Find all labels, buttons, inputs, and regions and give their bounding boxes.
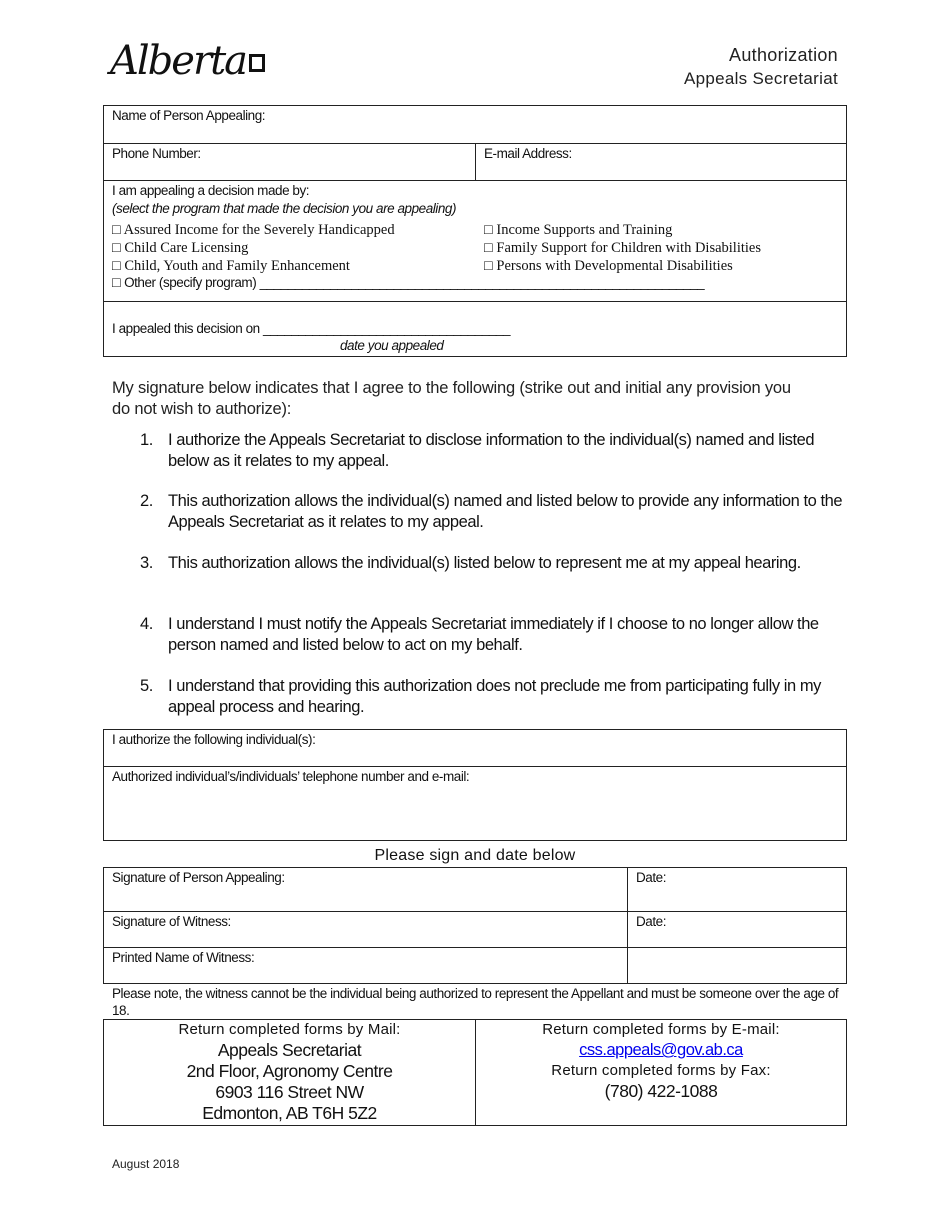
email-heading: Return completed forms by E-mail: bbox=[542, 1021, 780, 1038]
appellant-signature-label: Signature of Person Appealing: bbox=[112, 870, 285, 885]
logo-mark-icon bbox=[249, 54, 265, 72]
program-checkbox-pdd[interactable]: □ Persons with Developmental Disabilities bbox=[484, 258, 733, 274]
program-checkbox-child-care[interactable]: □ Child Care Licensing bbox=[112, 240, 249, 256]
appealed-on-hint: date you appealed bbox=[340, 338, 444, 353]
name-field[interactable] bbox=[104, 106, 846, 143]
empty-cell bbox=[628, 948, 846, 983]
address-line: 2nd Floor, Agronomy Centre bbox=[186, 1061, 393, 1081]
sign-heading: Please sign and date below bbox=[374, 847, 576, 864]
fax-heading: Return completed forms by Fax: bbox=[551, 1062, 771, 1079]
program-checkbox-cyfe[interactable]: □ Child, Youth and Family Enhancement bbox=[112, 258, 350, 274]
mail-cell bbox=[104, 1020, 476, 1125]
authorize-label: I authorize the following individual(s): bbox=[112, 732, 316, 747]
appellant-signature-field[interactable] bbox=[104, 868, 628, 911]
program-checkbox-aish[interactable]: □ Assured Income for the Severely Handicapped bbox=[112, 222, 395, 238]
witness-date-field[interactable] bbox=[628, 912, 846, 947]
appealed-on-label: I appealed this decision on ___________________________________ bbox=[112, 321, 511, 336]
phone-label: Phone Number: bbox=[112, 146, 201, 161]
name-label: Name of Person Appealing: bbox=[112, 108, 266, 123]
footer-date: August 2018 bbox=[112, 1157, 180, 1171]
witness-signature-label: Signature of Witness: bbox=[112, 914, 231, 929]
email-label: E-mail Address: bbox=[484, 146, 572, 161]
form-title: Authorization bbox=[729, 45, 838, 65]
agreement-intro: My signature below indicates that I agree to the following (strike out and initial any provision you do not wish to authorize): bbox=[112, 379, 791, 418]
printed-name-label: Printed Name of Witness: bbox=[112, 950, 255, 965]
appellant-date-field[interactable] bbox=[628, 868, 846, 911]
authorized-contact-label: Authorized individual’s/individuals’ telephone number and e-mail: bbox=[112, 769, 470, 784]
address-line: 6903 116 Street NW bbox=[215, 1082, 364, 1102]
contact-row bbox=[104, 143, 846, 180]
authorized-individuals-field[interactable] bbox=[104, 730, 846, 766]
signature-row bbox=[104, 868, 846, 911]
fax-number: (780) 422-1088 bbox=[604, 1081, 718, 1101]
appeal-date-field[interactable] bbox=[104, 301, 846, 356]
signature-row bbox=[104, 947, 846, 983]
witness-note: Please note, the witness cannot be the individual being authorized to represent the Appellant and must be someone over the age of 18. bbox=[112, 986, 839, 1018]
authorized-contact-field[interactable] bbox=[104, 766, 846, 840]
appealing-hint: (select the program that made the decision you are appealing) bbox=[112, 201, 457, 216]
email-link[interactable]: css.appeals@gov.ab.ca bbox=[579, 1041, 743, 1059]
address-line: Edmonton, AB T6H 5Z2 bbox=[202, 1103, 377, 1123]
signature-row bbox=[104, 911, 846, 947]
appealing-label: I am appealing a decision made by: bbox=[112, 183, 310, 198]
date-label: Date: bbox=[636, 914, 667, 929]
witness-signature-field[interactable] bbox=[104, 912, 628, 947]
form-subtitle: Appeals Secretariat bbox=[683, 69, 838, 88]
program-selection bbox=[104, 180, 846, 301]
address-line: Appeals Secretariat bbox=[217, 1040, 362, 1060]
return-info-box bbox=[103, 1019, 847, 1126]
program-checkbox-fscd[interactable]: □ Family Support for Children with Disabilities bbox=[484, 240, 762, 256]
witness-printed-name-field[interactable] bbox=[104, 948, 628, 983]
alberta-logo: Alberta bbox=[110, 38, 265, 84]
date-label: Date: bbox=[636, 870, 667, 885]
mail-heading: Return completed forms by Mail: bbox=[178, 1021, 401, 1038]
signature-box bbox=[103, 867, 847, 984]
email-fax-cell bbox=[476, 1020, 846, 1125]
email-field[interactable] bbox=[476, 144, 846, 180]
program-checkbox-income-supports[interactable]: □ Income Supports and Training bbox=[484, 222, 673, 238]
phone-field[interactable] bbox=[104, 144, 476, 180]
authorized-individual-box bbox=[103, 729, 847, 841]
appellant-info-box bbox=[103, 105, 847, 357]
program-checkbox-other[interactable]: □ Other (specify program) _______________________________________________________________ bbox=[112, 275, 705, 291]
